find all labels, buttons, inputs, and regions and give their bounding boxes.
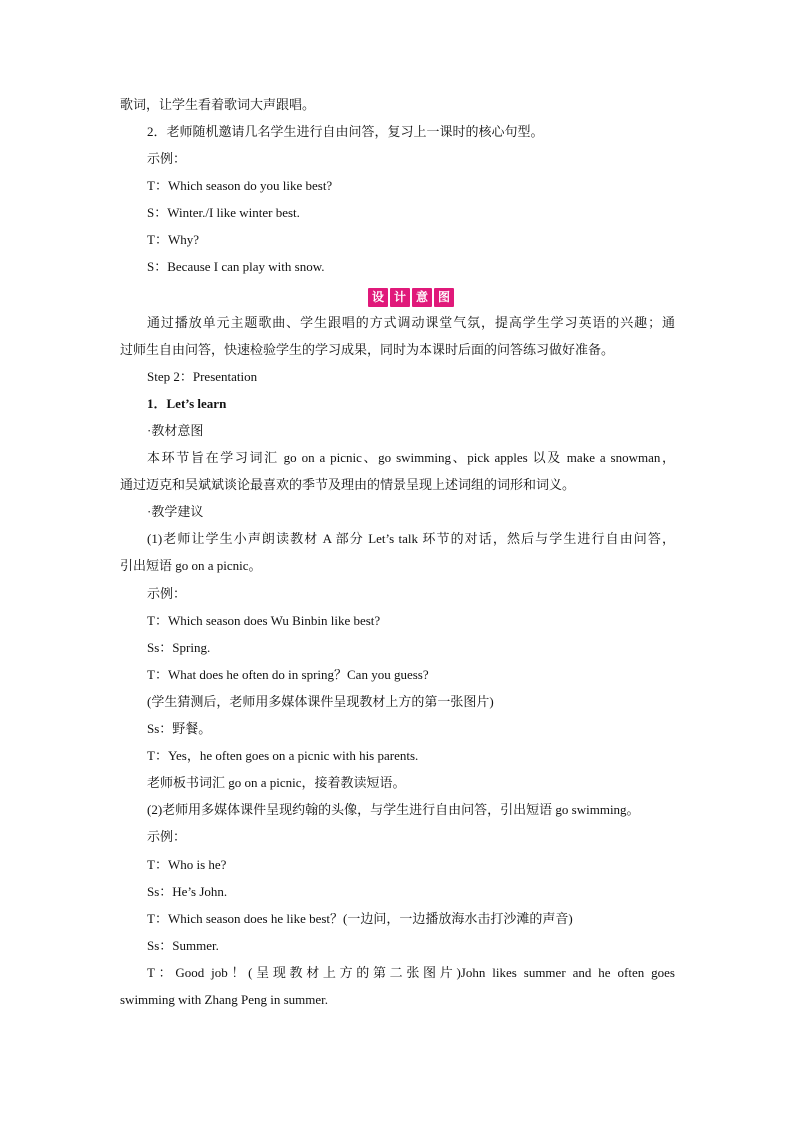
dialogue-line: S：Winter./I like winter best. <box>147 205 300 220</box>
paragraph-lyrics-end: 歌词，让学生看着歌词大声跟唱。 <box>120 97 316 112</box>
subheading-suggestion: ·教学建议 <box>147 504 204 519</box>
stage-note: (学生猜测后，老师用多媒体课件呈现教材上方的第一张图片) <box>147 694 494 709</box>
dialogue-line: swimming with Zhang Peng in summer. <box>120 992 328 1007</box>
dialogue-line: Ss：Summer. <box>147 938 219 953</box>
dialogue-line: T：What does he often do in spring？Can you guess? <box>147 667 429 682</box>
design-intent-char: 计 <box>390 288 410 307</box>
instruction-line: (2)老师用多媒体课件呈现约翰的头像，与学生进行自由问答，引出短语 go swimming。 <box>147 802 640 817</box>
design-intent-text-line: 过师生自由问答，快速检验学生的学习成果，同时为本课时后面的问答练习做好准备。 <box>120 342 615 357</box>
example-label: 示例： <box>147 586 187 601</box>
design-intent-char: 图 <box>434 288 454 307</box>
dialogue-line: Ss：野餐。 <box>147 721 212 736</box>
design-intent-char: 设 <box>368 288 388 307</box>
dialogue-line: T：Which season do you like best? <box>147 178 333 193</box>
instruction-line: 老师板书词汇 go on a picnic，接着教读短语。 <box>147 775 406 790</box>
dialogue-line: Ss：Spring. <box>147 640 211 655</box>
dialogue-line: T：Why? <box>147 232 199 247</box>
step-item-2: 2．老师随机邀请几名学生进行自由问答，复习上一课时的核心句型。 <box>147 124 544 139</box>
suggestion-text-line: 引出短语 go on a picnic。 <box>120 558 262 573</box>
example-label: 示例： <box>147 151 187 166</box>
suggestion-text-line: (1)老师让学生小声朗读教材 A 部分 Let’s talk 环节的对话，然后与学生进行自由问答， <box>147 531 675 546</box>
step-heading: Step 2：Presentation <box>147 369 258 384</box>
dialogue-line: T：Yes，he often goes on a picnic with his parents. <box>147 748 419 763</box>
intent-text-line: 本环节旨在学习词汇 go on a picnic、go swimming、pick apples 以及 make a snowman， <box>147 450 675 465</box>
dialogue-line: T：Which season does he like best？(一边问，一边播放海水击打沙滩的声音) <box>147 911 573 926</box>
design-intent-text-line: 通过播放单元主题歌曲、学生跟唱的方式调动课堂气氛，提高学生学习英语的兴趣；通 <box>147 315 675 330</box>
subheading-intent: ·教材意图 <box>147 423 204 438</box>
design-intent-char: 意 <box>412 288 432 307</box>
dialogue-line: T：Which season does Wu Binbin like best? <box>147 613 381 628</box>
dialogue-line: S：Because I can play with snow. <box>147 259 325 274</box>
dialogue-line: T：Good job！(呈现教材上方的第二张图片)John likes summer and he often goes <box>147 965 675 980</box>
design-intent-badge <box>368 288 454 307</box>
section-heading: 1．Let’s learn <box>147 396 227 411</box>
dialogue-line: T：Who is he? <box>147 857 227 872</box>
dialogue-line: Ss：He’s John. <box>147 884 228 899</box>
example-label: 示例： <box>147 829 187 844</box>
intent-text-line: 通过迈克和吴斌斌谈论最喜欢的季节及理由的情景呈现上述词组的词形和词义。 <box>120 477 576 492</box>
